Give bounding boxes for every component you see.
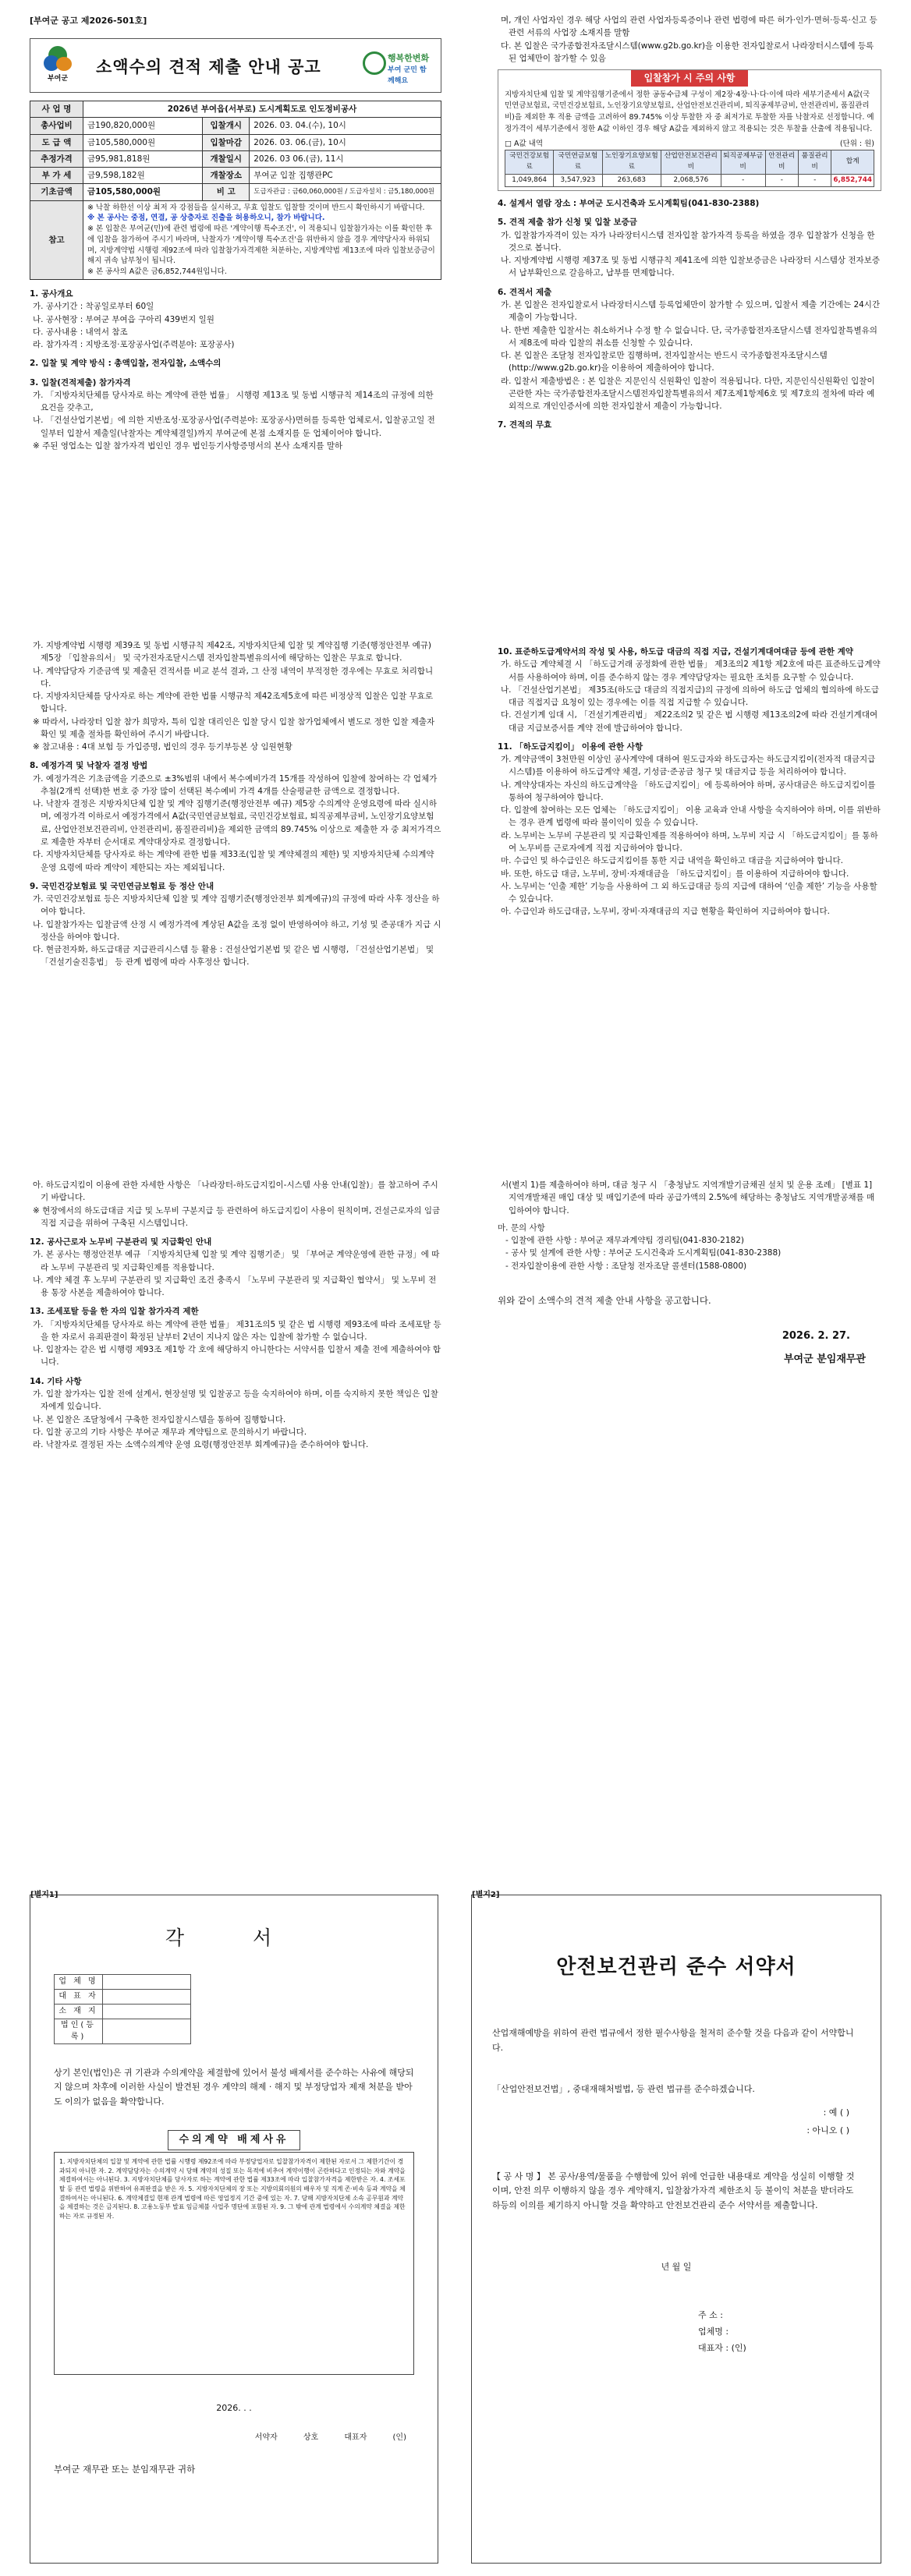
form2-company[interactable]: 업체명 : <box>698 2327 729 2337</box>
note-item: ※ 본 공사는 중점, 연결, 공 상층자로 진출을 허용하오니, 참가 바랍니다. <box>87 214 325 223</box>
table-row <box>55 1974 191 1989</box>
page1-right-sections-bottom <box>498 197 881 432</box>
form2-title: 안전보건관리 준수 서약서 <box>556 1955 796 1979</box>
form1-intro: 상기 본인(법인)은 귀 기관과 수의계약을 체결함에 있어서 불성 배제서를 준수하는 사유에 해당되지 않으며 차후에 이러한 사실이 발견된 경우 계약의 해제 · 해지 및 부정당업자 제재 처분을 받아도 이의가 없음을 확약합니다. <box>54 2067 414 2107</box>
notice-page-2 <box>30 639 881 1131</box>
yes-option[interactable]: : 예 ( ) <box>823 2107 849 2118</box>
notes-label: 참고 <box>30 200 83 279</box>
a-value-cell: 2,068,576 <box>661 174 721 187</box>
section-heading: 3. 입찰(견적제출) 참가자격 <box>30 377 131 387</box>
caution-header: 입찰참가 시 주의 사항 <box>631 70 748 87</box>
row-value: 부여군 입찰 집행관PC <box>250 168 441 184</box>
address-field[interactable] <box>103 2004 191 2019</box>
form2-address[interactable]: 주 소 : <box>698 2310 723 2321</box>
section-heading: 5. 견적 제출 참가 신청 및 입찰 보증금 <box>498 218 637 228</box>
section-paragraph: 다. 지방자치단체를 당사자로 하는 계약에 관한 법률 시행규칙 제42조제5호에 따른 비정상적 입찰은 입찰 무효로 합니다. <box>33 692 434 714</box>
row-value: 2026. 03. 04.(수), 10시 <box>250 118 441 134</box>
notes-cell <box>83 200 441 279</box>
a-value-table <box>505 150 874 187</box>
section-paragraph: 다. 본 입찰은 국가종합전자조달시스템(www.g2b.go.kr)을 이용한 전자입찰로서 나라장터시스템에 등록된 업체만이 참가할 수 있음 <box>501 41 874 63</box>
section-paragraph: 가. 공사기간 : 착공일로부터 60일 <box>33 302 154 312</box>
section-paragraph: ※ 주된 영업소는 입찰 참가자격 법인인 경우 법인등기사항증명서의 본사 소재지를 말하 <box>33 441 343 451</box>
note-item: ※ 본 입찰은 부여군(민)에 관련 법령에 따른 '계약이행 특수조건', 이 적용되니 입찰참가자는 이를 확인한 후에 입찰을 참가하여 주시기 바라며, 낙찰자가 '계약이행 특수조건'을 위반하지 않을 경우 계약당사자 하위되며, 지방계약법 시행령 제92조에 따라 입찰참가자격제한 처분하는, 지방계약법 제13조에 따라 입찰보증금이 해지 귀속 납부청이 됩니다. <box>87 225 435 266</box>
section-paragraph: 가. 하도급 계약체결 시 「하도급거래 공정화에 관한 법률」 제3조의2 제1항 제2호에 따른 표준하도급계약서를 사용하여야 하며, 이를 준수하지 않는 경우 계약담당자는 필요한 조치를 요구할 수 있습니다. <box>501 660 881 682</box>
section-paragraph: 아. 수급인과 하도급대금, 노무비, 장비·자재대금의 지급 현황을 확인하여 지급하여야 합니다. <box>501 907 831 917</box>
section-heading: 4. 설계서 열람 장소 : 부여군 도시건축과 도시계획팀(041-830-2388) <box>498 199 760 209</box>
a-value-column-header: 국민건강보험료 <box>505 150 554 174</box>
row-label: 총사업비 <box>30 118 83 134</box>
slogan-circle-icon <box>363 51 386 75</box>
exclusion-title: 수의계약 배제사유 <box>168 2130 300 2150</box>
a-value-cell: 6,852,744 <box>831 174 874 187</box>
row-value: 도급자관급 : 금60,060,000원 / 도급자설치 : 금5,180,000원 <box>250 184 441 200</box>
section-paragraph: 가. 계약금액이 3천만원 이상인 공사계약에 대하여 원도급자와 하도급자는 하도급지킴이(전자적 대금지급시스템)를 이용하여 하도급계약 체결, 기성금·준공금 청구 및 대금지급 등을 처리하여야 합니다. <box>501 755 876 777</box>
form2-law: 「산업안전보건법」, 중대재해처벌법, 등 관련 법규를 준수하겠습니다. <box>492 2083 755 2094</box>
project-name-label: 사 업 명 <box>30 101 83 118</box>
section-paragraph: 며, 개인 사업자인 경우 해당 사업의 관련 사업자등록증이나 관련 법령에 따른 허가·인가·면허·등록·신고 등 관련 서류의 사업장 소재지를 말함 <box>501 16 877 38</box>
table-row <box>30 184 441 200</box>
section-paragraph: 가. 입찰참가자격이 있는 자가 나라장터시스템 전자입찰 참가자격 등록을 하였을 경우 입찰참가 신청을 한 것으로 봅니다. <box>501 230 875 253</box>
row-label: 도 급 액 <box>30 134 83 150</box>
a-value-label: □ A값 내역 <box>505 139 544 148</box>
section-paragraph: 아. 하도급지킴이 이용에 관한 자세한 사항은 「나라장터-하도급지킴이-시스템 사용 안내(입찰)」를 참고하여 주시기 바랍니다. <box>33 1180 438 1203</box>
org-name: 부여군 <box>47 75 69 83</box>
bond-text: 서(별지 1)를 제출하여야 하며, 대금 청구 시 「충청남도 지역개발기금채권 설치 및 운용 조례」 [별표 1] 지역개발채권 매입 대상 및 매입기준에 따라 공급가액의 2.5%에 해당하는 충청남도 지역개발공채를 매입하여야 합니다. <box>501 1180 875 1215</box>
a-value-cell: 3,547,923 <box>554 174 602 187</box>
section-paragraph: 가. 지방계약법 시행령 제39조 및 동법 시행규칙 제42조, 지방자치단체 입찰 및 계약집행 기준(행정안전부 예규) 제5장 「입찰유의서」 및 국가전자조달시스템 전자입찰특별유의서에 해당하는 입찰은 무효로 합니다. <box>33 641 431 663</box>
section-heading: 9. 국민건강보험료 및 국민연금보험료 등 정산 안내 <box>30 881 214 891</box>
notice-page-3 <box>30 1179 881 1600</box>
section-heading: 6. 견적서 제출 <box>498 287 552 297</box>
section-paragraph: 나. 계약담당자 기준금액 및 제출된 견적서를 비교 분석 결과, 그 산정 내역이 부적정한 경우에는 무효로 처리합니다. <box>33 666 434 688</box>
section-heading: 1. 공사개요 <box>30 289 73 299</box>
county-emblem-icon <box>44 46 72 74</box>
contact-item: - 전자입찰이용에 관한 사항 : 조달청 전자조달 콜센터(1588-0800) <box>505 1261 747 1271</box>
form1-tag: [별지1] <box>30 1891 58 1899</box>
form2-ceo[interactable]: 대표자 : (인) <box>698 2342 746 2353</box>
row-value: 2026. 03. 06.(금), 10시 <box>250 134 441 150</box>
section-heading: 14. 기타 사항 <box>30 1376 82 1386</box>
form1-title: 각 서 <box>165 1927 303 1949</box>
table-row <box>30 150 441 167</box>
table-row <box>505 174 874 187</box>
page3-left-column <box>30 1179 441 1451</box>
table-row <box>30 168 441 184</box>
applicant-table <box>54 1974 191 2044</box>
a-value-cell: 263,683 <box>602 174 661 187</box>
row-label: 입찰개시 <box>203 118 250 134</box>
section-paragraph: 나. 낙찰자 결정은 지방자치단체 입찰 및 계약 집행기준(행정안전부 예규) 제5장 수의계약 운영요령에 따라 실시하며, 예정가격 이하로서 예정가격에서 A값(국민연금보험료, 국민건강보험료, 퇴직공제부금비, 노인장기요양보험료, 산업안전보건관리비, 안전관리비, 품질관리비)을 제외한 금액의 89.745% 이상으로 제출한 자 중 최저가격으로 제출한 자부터 순서대로 계약대상자로 결정합니다. <box>33 799 441 847</box>
a-value-cell: - <box>798 174 831 187</box>
caution-text: 지방자치단체 입찰 및 계약집행기준에서 정한 공동수급체 구성이 제2장·4장·나·다·이에 따라 세부기준세서 A값(국민연금보험료, 국민건강보험료, 노인장기요양보험료, 산업안전보건관리비, 퇴직공제부금비, 안전관리비, 품질관리비)을 제외한 후 적용 금액을 고려하여 89.745% 이상 투찰한 자 중 최저가로 투찰한 자를 낙찰자로 선정합니다. 예정가격이 세부기준에서 정한 A값 이하인 경우 해당 A값을 제외하지 않고 적용되는 것은 투찰율 산출에 적용됩니다. <box>505 90 874 133</box>
field-label: 법인(등록) <box>55 2019 103 2043</box>
slogan-logo <box>363 48 433 84</box>
slogan-top: 행복한변화 <box>388 53 430 64</box>
note-item: ※ 낙찰 하한선 이상 최저 자 강점들을 실시하고, 무효 입찰도 입찰할 것이며 반드시 확인하시기 바랍니다. <box>87 203 425 212</box>
section-paragraph: 라. 입찰서 제출방법은 : 본 입찰은 지문인식 신원확인 입찰이 적용됩니다. 다만, 지문인식신원확인 입찰이 곤란한 자는 국가종합전자조달시스템전자입찰특별유의서 제7조제1항제6호 및 제7호의 절차에 따라 예외적으로 개인인증서에 의한 전자입찰서 제출이 가능합니다. <box>501 376 875 412</box>
a-value-column-header: 품질관리비 <box>798 150 831 174</box>
row-label: 개찰일시 <box>203 150 250 167</box>
form1-date: 2026. . . <box>216 2402 252 2413</box>
section-paragraph: 사. 노무비는 ‘인출 제한’ 기능을 사용하여 그 외 하도급대금 등의 지급에 대하여 ‘인출 제한’ 기능을 사용할 수 있습니다. <box>501 881 877 904</box>
row-label: 개찰장소 <box>203 168 250 184</box>
section-paragraph: 가. 본 공사는 행정안전부 예규 「지방자치단체 입찰 및 계약 집행기준」 및 「부여군 계약운영에 관한 규정」에 따라 노무비 구분관리 및 지급확인제를 적용합니다. <box>33 1250 440 1272</box>
form2-body: 【 공 사 명 】 본 공사/용역/물품을 수행함에 있어 위에 언급한 내용대로 계약을 성실히 이행할 것이며, 안전 의무 이행하지 않을 경우 계약해지, 입찰참가자격 제한조치 등 불이익 처분을 받더라도 하등의 이의를 제기하지 아니할 것을 확약하고 안전보건관리 준수 서약서를 제출합니다. <box>492 2171 855 2211</box>
contact-heading: 마. 문의 사항 <box>498 1223 545 1233</box>
field-label: 대 표 자 <box>55 1989 103 2004</box>
note-item: ※ 본 공사의 A값은 금6,852,744원입니다. <box>87 267 227 277</box>
page2-left-column <box>30 639 441 969</box>
no-option[interactable]: : 아니오 ( ) <box>806 2125 849 2136</box>
row-value: 금95,981,818원 <box>83 150 203 167</box>
section-paragraph: 다. 입찰에 참여하는 모든 업체는 「하도급지킴이」 이용 교육과 안내 사항을 숙지하여야 하며, 이를 위반하는 경우 관계 법령에 따라 불이익이 있을 수 있습니다. <box>501 805 881 828</box>
section-paragraph: 나. 「건설산업기본법」 제35조(하도급 대금의 직접지급)의 규정에 의하여 하도급 업체의 협의하에 하도급대금 직접지급 요청이 있는 경우에는 이를 직접 지급할 수 있습니다. <box>501 685 879 708</box>
a-value-column-header: 퇴직공제부금비 <box>721 150 765 174</box>
exclusion-reasons-box: 1. 지방자치단체의 입찰 및 계약에 관한 법률 시행령 제92조에 따라 부정당업자로 입찰참가자격이 제한된 자로서 그 제한기간이 경과되지 아니한 자. 2. 계약담당자는 수의계약 시 당해 계약의 성질 또는 목적에 비추어 계약이행이 곤란하다고 인정되는 자와 계약을 체결하여서는 아니된다. 3. 지방자치단체를 당사자로 하는 계약에 관한 법률 제33조에 따라 입찰참가자격을 제한받은 자. 4. 조세포탈 등 관련 법령을 위반하여 유죄판결을 받은 자. 5. 지방자치단체의 장 또는 지방의회의원의 배우자 및 직계 존·비속 등과 계약을 체결하여서는 아니된다. 6. 계약체결일 현재 관계 법령에 따른 영업정지 기간 중에 있는 자. 7. 당해 지방자치단체 소속 공무원과 계약을 체결하는 것은 금지된다. 8. 고용노동부 발표 임금체불 사업주 명단에 포함된 자. 9. 그 밖에 관계 법령에서 수의계약 체결을 제한하는 자로 규정된 자. <box>54 2152 414 2375</box>
form-pledge-document <box>30 1891 438 2564</box>
row-label: 비 고 <box>203 184 250 200</box>
section-paragraph: 나. 입찰자는 같은 법 시행령 제93조 제1항 각 호에 해당하지 아니한다는 서약서를 입찰서 제출 전에 제출하여야 합니다. <box>33 1345 441 1368</box>
notice-number: [부여군 공고 제2026-501호] <box>30 16 147 26</box>
table-row <box>30 101 441 118</box>
section-paragraph: 나. 한번 제출한 입찰서는 취소하거나 수정 할 수 없습니다. 단, 국가종합전자조달시스템 전자입찰특별유의서 제8조에 따라 입찰의 취소를 신청할 수 있습니다. <box>501 325 877 348</box>
section-paragraph: 가. 국민건강보험료 등은 지방자치단체 입찰 및 계약 집행기준(행정안전부 회계예규)의 규정에 따라 사후 정산을 하여야 합니다. <box>33 894 440 917</box>
table-row <box>505 150 874 174</box>
section-paragraph: 나. 공사현장 : 부여군 부여읍 구아리 439번지 일원 <box>33 314 214 324</box>
section-paragraph: 나. 입찰참가자는 입찰금액 산정 시 예정가격에 계상된 A값을 조정 없이 반영하여야 하고, 기성 및 준공대가 지급 시 정산을 하여야 합니다. <box>33 919 441 942</box>
contact-item: - 공사 및 설계에 관한 사항 : 부여군 도시건축과 도시계획팀(041-830-2388) <box>505 1248 782 1258</box>
table-row <box>30 118 441 134</box>
section-heading: 10. 표준하도급계약서의 작성 및 사용, 하도급 대금의 직접 지급, 건설기계대여대금 등에 관한 계약 <box>498 647 853 656</box>
row-value: 금105,580,000원 <box>83 184 203 200</box>
registration-field[interactable] <box>103 2019 191 2043</box>
slogan-bottom: 부여 군민 함께해요 <box>388 66 427 85</box>
section-paragraph: 다. 지방자치단체를 당사자로 하는 계약에 관한 법률 제33조(입찰 및 계약체결의 제한) 및 지방자치단체 수의계약 운영 요령에 따라 계약이 제한되는 자는 제외됩니다. <box>33 850 434 872</box>
section-paragraph: 다. 입찰 공고의 기타 사항은 부여군 재무과 계약팀으로 문의하시기 바랍니다. <box>33 1427 307 1437</box>
form1-signature: 서약자 상호 대표자 (인) <box>254 2433 406 2442</box>
row-value: 금105,580,000원 <box>83 134 203 150</box>
a-value-column-header: 노인장기요양보험료 <box>602 150 661 174</box>
section-paragraph: 라. 노무비는 노무비 구분관리 및 지급확인제를 적용하여야 하며, 노무비 지급 시 「하도급지킴이」를 통하여 노무비를 근로자에게 직접 지급하여야 합니다. <box>501 830 878 853</box>
row-label: 부 가 세 <box>30 168 83 184</box>
section-paragraph: 마. 수급인 및 하수급인은 하도급지킴이를 통한 지급 내역을 확인하고 대금을 지급하여야 합니다. <box>501 856 843 866</box>
section-paragraph: 다. 공사내용 : 내역서 참조 <box>33 327 128 337</box>
form-safety-pledge <box>471 1891 881 2564</box>
table-row <box>55 2004 191 2019</box>
row-label: 기초금액 <box>30 184 83 200</box>
notice-page-4-forms <box>30 1885 881 2576</box>
row-label: 추정가격 <box>30 150 83 167</box>
page1-left-column <box>30 14 441 452</box>
contact-item: - 입찰에 관한 사항 : 부여군 재무과계약팀 경리팀(041-830-2182) <box>505 1236 744 1246</box>
form2-intro: 산업재해예방을 위하여 관련 법규에서 정한 필수사항을 철저히 준수할 것을 다음과 같이 서약합니다. <box>492 2028 854 2053</box>
page2-right-column <box>498 639 881 918</box>
section-paragraph: 바. 또한, 하도급 대금, 노무비, 장비·자재대금을 「하도급지킴이」를 이용하여 지급하여야 합니다. <box>501 869 849 879</box>
section-paragraph: 다. 본 입찰은 조달청 전자입찰로만 집행하며, 전자입찰서는 반드시 국가종합전자조달시스템(http://www.g2b.go.kr)을 이용하여 제출하여야 합니다. <box>501 351 828 373</box>
section-paragraph: 가. 입찰 참가자는 입찰 전에 설계서, 현장설명 및 입찰공고 등을 숙지하여야 하며, 이를 숙지하지 못한 책임은 입찰자에게 있습니다. <box>33 1389 438 1412</box>
section-paragraph: 다. 건설기계 임대 시, 「건설기계관리법」 제22조의2 및 같은 법 시행령 제13조의2에 따라 건설기계대여대금 지급보증서를 계약 전에 발급하여야 합니다. <box>501 710 878 733</box>
section-paragraph: 나. 계약 체결 후 노무비 구분관리 및 지급확인 조건 충족시 「노무비 구분관리 및 지급확인 협약서」 및 노무비 전용 통장 사본을 제출하여야 합니다. <box>33 1275 437 1298</box>
row-value: 2026. 03 06.(금), 11시 <box>250 150 441 167</box>
row-value: 금9,598,182원 <box>83 168 203 184</box>
section-paragraph: 나. 계약상대자는 자신의 하도급계약을 「하도급지킴이」에 등록하여야 하며, 공사대금은 하도급지킴이를 통하여 청구하여야 합니다. <box>501 780 876 802</box>
section-paragraph: ※ 참고내용 : 4대 보험 등 가입증명, 법인의 경우 등기부등본 상 임원현황 <box>33 742 292 752</box>
page1-right-sections-top <box>498 14 881 65</box>
a-value-column-header: 합계 <box>831 150 874 174</box>
section-paragraph: 라. 낙찰자로 결정된 자는 소액수의계약 운영 요령(행정안전부 회계예규)을 준수하여야 합니다. <box>33 1440 369 1450</box>
section-heading: 11. 「하도급지킴이」 이용에 관한 사항 <box>498 741 643 752</box>
issuer-signature: 부여군 분임재무관 <box>784 1353 866 1365</box>
a-value-column-header: 국민연금보험료 <box>554 150 602 174</box>
unit-label: (단위 : 원) <box>839 139 874 148</box>
notice-date: 2026. 2. 27. <box>782 1329 850 1342</box>
section-paragraph: 라. 참가자격 : 지방조정·포장공사업(주력분야: 포장공사) <box>33 340 235 350</box>
section-paragraph: 가. 예정가격은 기초금액을 기준으로 ±3%범위 내에서 복수예비가격 15개를 작성하여 입찰에 참여하는 각 업체가 추첨(2개씩 선택)한 번호 중 가장 많이 선택된 복수예비 가격 4개를 산술평균한 금액으로 결정합니다. <box>33 773 438 796</box>
table-row <box>55 2019 191 2043</box>
section-paragraph: ※ 현장에서의 하도급대금 지급 및 노무비 구분지급 등 관련하여 하도급지킴이 사용이 원칙이며, 건설근로자의 임금 직접 지급을 위하여 구축된 시스템입니다. <box>33 1205 441 1228</box>
company-field[interactable] <box>103 1974 191 1989</box>
page3-right-column <box>498 1179 881 1368</box>
section-heading: 13. 조세포탈 등을 한 자의 입찰 참가자격 제한 <box>30 1307 199 1317</box>
section-paragraph: 다. 현금전자화, 하도급대금 지급관리시스템 등 활용 : 건설산업기본법 및 같은 법 시행령, 「건설산업기본법」 및 「건설기술진흥법」 등 관계 법령에 따라 사후정산 합니다. <box>33 945 434 968</box>
section-heading: 2. 입찰 및 계약 방식 : 총액입찰, 전자입찰, 소액수의 <box>30 359 222 369</box>
form1-footer: 부여군 재무관 또는 분임재무관 귀하 <box>54 2463 196 2475</box>
a-value-cell: 1,049,864 <box>505 174 554 187</box>
closing-statement: 위와 같이 소액수의 견적 제출 안내 사항을 공고합니다. <box>498 1294 711 1306</box>
caution-body <box>498 87 881 190</box>
row-label: 입찰마감 <box>203 134 250 150</box>
title-box <box>30 38 441 93</box>
table-row <box>30 134 441 150</box>
county-logo <box>40 46 76 85</box>
row-value: 금190,820,000원 <box>83 118 203 134</box>
a-value-column-header: 안전관리비 <box>765 150 798 174</box>
field-label: 소 재 지 <box>55 2004 103 2019</box>
section-heading: 7. 견적의 무효 <box>498 420 552 430</box>
bidding-caution-box <box>498 69 881 191</box>
field-label: 업 체 명 <box>55 1974 103 1989</box>
section-paragraph: 가. 「지방자치단체를 당사자로 하는 계약에 관한 법률」 시행령 제13조 및 동법 시행규칙 제14조의 규정에 의한 요건을 갖추고, <box>33 390 434 413</box>
table-row <box>55 1989 191 2004</box>
notice-page-1 <box>30 14 881 599</box>
section-paragraph: 가. 「지방자치단체를 당사자로 하는 계약에 관한 법률」 제31조의5 및 같은 법 시행령 제93조에 따라 조세포탈 등을 한 자로서 유죄판결이 확정된 날부터 2년이 지나지 않은 자는 입찰에 참가할 수 없습니다. <box>33 1319 441 1342</box>
project-info-table <box>30 101 441 280</box>
project-name-value: 2026년 부여읍(서부로) 도시계획도로 인도정비공사 <box>83 101 441 118</box>
table-row <box>30 200 441 279</box>
section-paragraph: 나. 지방계약법 시행령 제37조 및 동법 시행규칙 제41조에 의한 입찰보증금은 나라장터 시스템상 전자보증서 납부확인으로 갈음하고, 납부를 면제합니다. <box>501 256 880 278</box>
notice-title: 소액수의 견적 제출 안내 공고 <box>96 58 321 77</box>
a-value-cell: - <box>721 174 765 187</box>
form2-tag: [별지2] <box>472 1891 500 1899</box>
section-paragraph: ※ 따라서, 나라장터 입찰 참가 희망자, 특히 입찰 대리인은 입찰 당시 입찰 참가업체에서 별도로 정한 입찰 제출자 확인 및 제출 절차를 확인하여 주시기 바랍니다. <box>33 717 435 739</box>
section-paragraph: 나. 「건설산업기본법」에 의한 지반조성·포장공사업(주력분야: 포장공사)면허를 등록한 업체로서, 입찰공고일 전일부터 입찰서 제출일(낙찰자는 계약체결일)까지 부여군에 본점 소재지를 둔 업체이어야 합니다. <box>33 416 435 438</box>
section-paragraph: 나. 본 입찰은 조달청에서 구축한 전자입찰시스템을 통하여 집행합니다. <box>33 1414 286 1424</box>
form2-date: 년 월 일 <box>661 2261 692 2272</box>
section-heading: 12. 공사근로자 노무비 구분관리 및 지급확인 안내 <box>30 1237 212 1247</box>
a-value-cell: - <box>765 174 798 187</box>
page1-left-sections <box>30 288 441 452</box>
page1-right-column <box>498 14 881 432</box>
a-value-column-header: 산업안전보건관리비 <box>661 150 721 174</box>
ceo-field[interactable] <box>103 1989 191 2004</box>
section-paragraph: 가. 본 입찰은 전자입찰로서 나라장터시스템 등록업체만이 참가할 수 있으며, 입찰서 제출 기간에는 24시간 제출이 가능합니다. <box>501 299 881 323</box>
section-heading: 8. 예정가격 및 낙찰자 결정 방법 <box>30 761 148 771</box>
